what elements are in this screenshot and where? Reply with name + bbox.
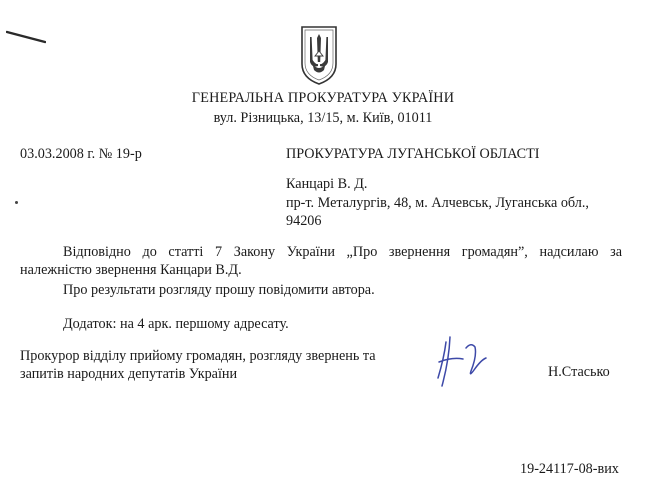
signer-name: Н.Стасько <box>548 364 610 380</box>
signer-title-line1: Прокурор відділу прийому громадян, розгляду звернень та <box>20 348 376 364</box>
scan-speck <box>15 201 18 204</box>
issuing-organization-name: ГЕНЕРАЛЬНА ПРОКУРАТУРА УКРАЇНИ <box>191 90 455 106</box>
recipient-address-line1: пр-т. Металургів, 48, м. Алчевськ, Луганська обл., <box>286 195 589 211</box>
document-date-and-number: 03.03.2008 г. № 19-р <box>20 146 142 162</box>
recipient-name: Канцарі В. Д. <box>286 176 368 192</box>
handwritten-signature-icon <box>430 332 492 390</box>
scan-mark-line <box>6 30 46 44</box>
signer-title-line2: запитів народних депутатів України <box>20 366 238 382</box>
issuing-organization-address: вул. Різницька, 13/15, м. Київ, 01011 <box>213 110 433 126</box>
outgoing-registration-number: 19-24117-08-вих <box>520 461 619 477</box>
recipient-address-line2: 94206 <box>286 213 322 229</box>
trident-coat-of-arms-icon <box>299 24 339 86</box>
attachment-note: Додаток: на 4 арк. першому адресату. <box>63 316 289 332</box>
recipient-organization: ПРОКУРАТУРА ЛУГАНСЬКОЇ ОБЛАСТІ <box>286 146 540 162</box>
body-paragraph1-line2: належністю звернення Канцари В.Д. <box>20 262 242 278</box>
body-paragraph2: Про результати розгляду прошу повідомити автора. <box>63 282 375 298</box>
body-paragraph1-line1: Відповідно до статті 7 Закону України „Про звернення громадян”, надсилаю за <box>63 244 622 260</box>
